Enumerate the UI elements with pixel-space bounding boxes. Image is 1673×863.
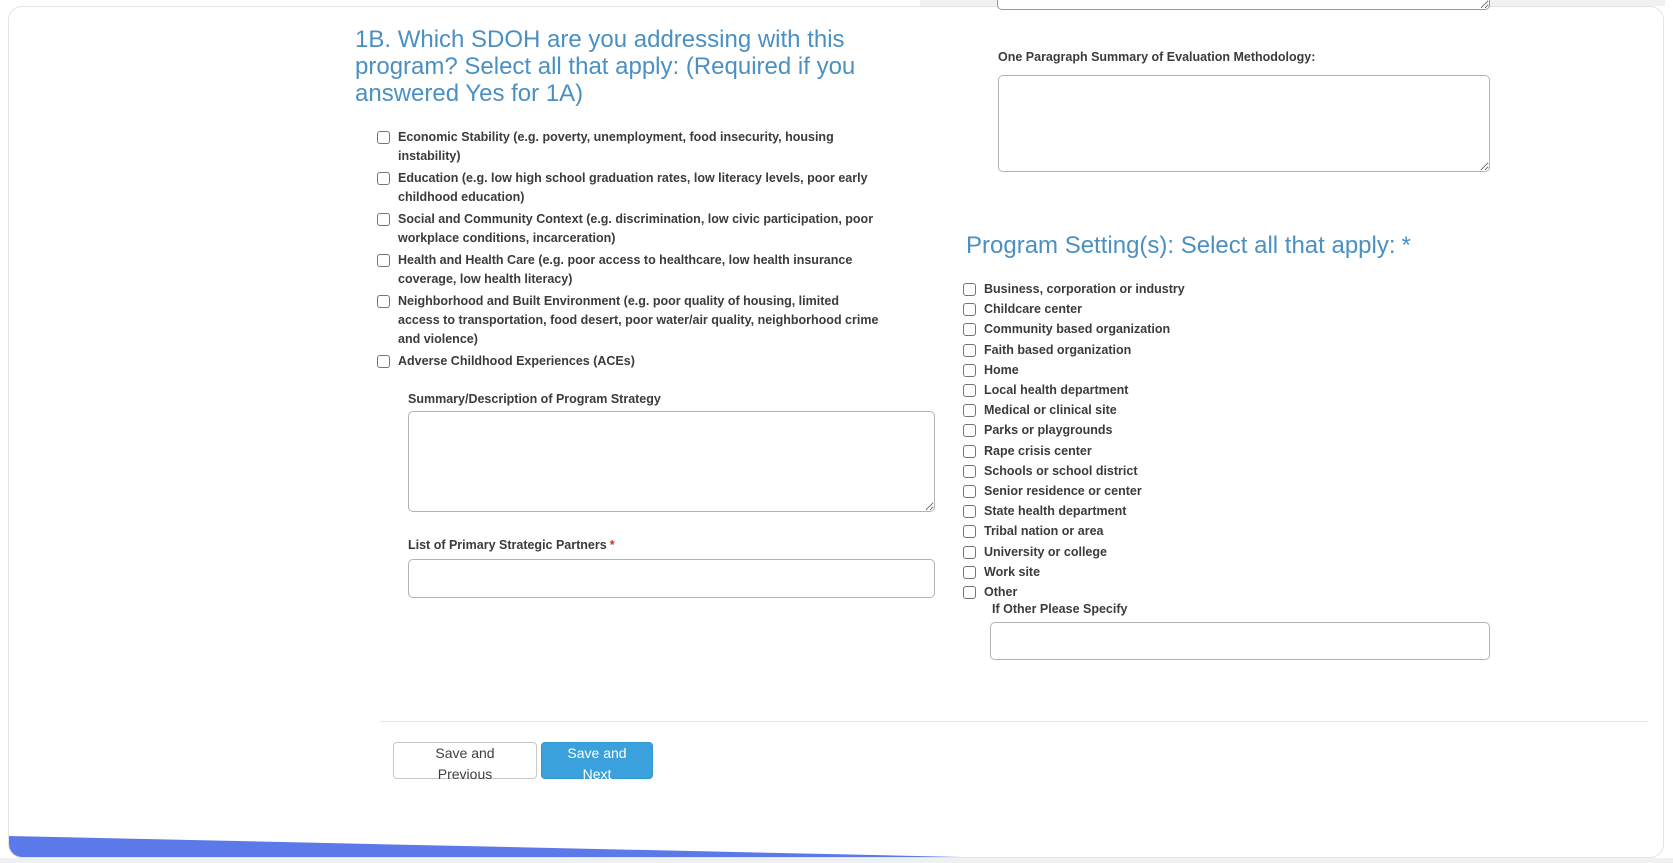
setting-option-label: Faith based organization xyxy=(984,342,1132,357)
checkbox-other[interactable] xyxy=(963,586,976,599)
setting-option-label: Home xyxy=(984,362,1019,377)
sdoh-option-label: Social and Community Context (e.g. discrimination, low civic participation, poor workplace conditions, incarceration) xyxy=(398,211,874,246)
strategic-partners-label-text: List of Primary Strategic Partners xyxy=(408,538,607,552)
setting-option-row[interactable] xyxy=(963,420,1483,440)
checkbox-childcare-center[interactable] xyxy=(963,303,976,316)
setting-option-label: Rape crisis center xyxy=(984,443,1092,458)
program-settings-heading xyxy=(966,232,1606,259)
other-specify-label: If Other Please Specify xyxy=(992,602,1128,616)
setting-option-row[interactable] xyxy=(963,380,1483,400)
evaluation-methodology-textarea[interactable] xyxy=(998,75,1490,172)
checkbox-university-or-college[interactable] xyxy=(963,546,976,559)
checkbox-neighborhood-built-environment[interactable] xyxy=(377,295,390,308)
checkbox-community-based-organization[interactable] xyxy=(963,323,976,336)
setting-option-label: Childcare center xyxy=(984,302,1082,317)
checkbox-faith-based-organization[interactable] xyxy=(963,344,976,357)
program-settings-options-list xyxy=(963,279,1483,602)
setting-option-row[interactable] xyxy=(963,299,1483,319)
setting-option-label: Schools or school district xyxy=(984,463,1138,478)
setting-option-row[interactable] xyxy=(963,360,1483,380)
setting-option-label: Medical or clinical site xyxy=(984,403,1117,418)
setting-option-row[interactable] xyxy=(963,400,1483,420)
checkbox-adverse-childhood-experiences[interactable] xyxy=(377,355,390,368)
save-and-next-button[interactable]: Save and Next xyxy=(541,742,653,779)
checkbox-parks-or-playgrounds[interactable] xyxy=(963,424,976,437)
setting-option-row[interactable] xyxy=(963,481,1483,501)
setting-option-label: Local health department xyxy=(984,383,1129,398)
setting-option-row[interactable] xyxy=(963,582,1483,602)
setting-option-row[interactable] xyxy=(963,501,1483,521)
checkbox-health-and-health-care[interactable] xyxy=(377,254,390,267)
checkbox-schools-or-school-district[interactable] xyxy=(963,465,976,478)
setting-option-row[interactable] xyxy=(963,542,1483,562)
setting-option-row[interactable] xyxy=(963,340,1483,360)
setting-option-row[interactable] xyxy=(963,279,1483,299)
program-strategy-label: Summary/Description of Program Strategy xyxy=(408,392,661,406)
partial-top-textarea[interactable] xyxy=(997,0,1490,10)
sdoh-option-row[interactable] xyxy=(377,210,882,248)
sdoh-option-label: Neighborhood and Built Environment (e.g. poor quality of housing, limited access to transportation, food desert, poor water/air quality, neighborhood crime and violence) xyxy=(398,293,879,347)
setting-option-label: Parks or playgrounds xyxy=(984,423,1113,438)
setting-option-label: Senior residence or center xyxy=(984,484,1142,499)
setting-option-label: State health department xyxy=(984,504,1127,519)
checkbox-state-health-department[interactable] xyxy=(963,505,976,518)
sdoh-option-row[interactable] xyxy=(377,169,882,207)
setting-option-row[interactable] xyxy=(963,562,1483,582)
setting-option-row[interactable] xyxy=(963,461,1483,481)
setting-option-row[interactable] xyxy=(963,521,1483,541)
checkbox-rape-crisis-center[interactable] xyxy=(963,445,976,458)
other-specify-input[interactable] xyxy=(990,622,1490,660)
checkbox-social-community-context[interactable] xyxy=(377,213,390,226)
sdoh-option-label: Health and Health Care (e.g. poor access to healthcare, low health insurance coverage, low health literacy) xyxy=(398,252,853,286)
checkbox-economic-stability[interactable] xyxy=(377,131,390,144)
sdoh-options-list xyxy=(377,128,882,373)
setting-option-row[interactable] xyxy=(963,441,1483,461)
setting-option-label: Work site xyxy=(984,564,1041,579)
sdoh-option-label: Economic Stability (e.g. poverty, unemployment, food insecurity, housing instability) xyxy=(398,130,834,164)
sdoh-option-row[interactable] xyxy=(377,128,882,166)
setting-option-label: Community based organization xyxy=(984,322,1171,337)
evaluation-methodology-label: One Paragraph Summary of Evaluation Methodology: xyxy=(998,50,1316,64)
program-settings-heading-text: Program Setting(s): Select all that apply: xyxy=(966,232,1396,259)
sdoh-option-row[interactable] xyxy=(377,292,882,350)
setting-option-label: Other xyxy=(984,585,1018,600)
strategic-partners-label xyxy=(408,538,615,552)
sdoh-option-row[interactable] xyxy=(377,251,882,289)
setting-option-label: Business, corporation or industry xyxy=(984,282,1185,296)
strategic-partners-input[interactable] xyxy=(408,559,935,598)
sdoh-option-row[interactable] xyxy=(377,352,882,371)
checkbox-business-corporation-industry[interactable] xyxy=(963,283,976,296)
setting-option-label: University or college xyxy=(984,544,1107,559)
checkbox-medical-or-clinical-site[interactable] xyxy=(963,404,976,417)
sdoh-option-label: Adverse Childhood Experiences (ACEs) xyxy=(398,353,635,368)
checkbox-education[interactable] xyxy=(377,172,390,185)
checkbox-work-site[interactable] xyxy=(963,566,976,579)
checkbox-tribal-nation-or-area[interactable] xyxy=(963,525,976,538)
sdoh-option-label: Education (e.g. low high school graduation rates, low literacy levels, poor early childhood education) xyxy=(398,170,868,205)
checkbox-home[interactable] xyxy=(963,364,976,377)
sdoh-question-heading: 1B. Which SDOH are you addressing with this program? Select all that apply: (Required if you answered Yes for 1A) xyxy=(355,26,856,107)
checkbox-senior-residence-or-center[interactable] xyxy=(963,485,976,498)
setting-option-label: Tribal nation or area xyxy=(984,524,1104,539)
form-footer-divider xyxy=(380,721,1648,722)
setting-option-row[interactable] xyxy=(963,319,1483,339)
program-strategy-textarea[interactable] xyxy=(408,411,935,512)
required-asterisk: * xyxy=(1401,232,1411,259)
required-asterisk: * xyxy=(609,538,615,552)
checkbox-local-health-department[interactable] xyxy=(963,384,976,397)
save-and-previous-button[interactable]: Save and Previous xyxy=(393,742,537,779)
